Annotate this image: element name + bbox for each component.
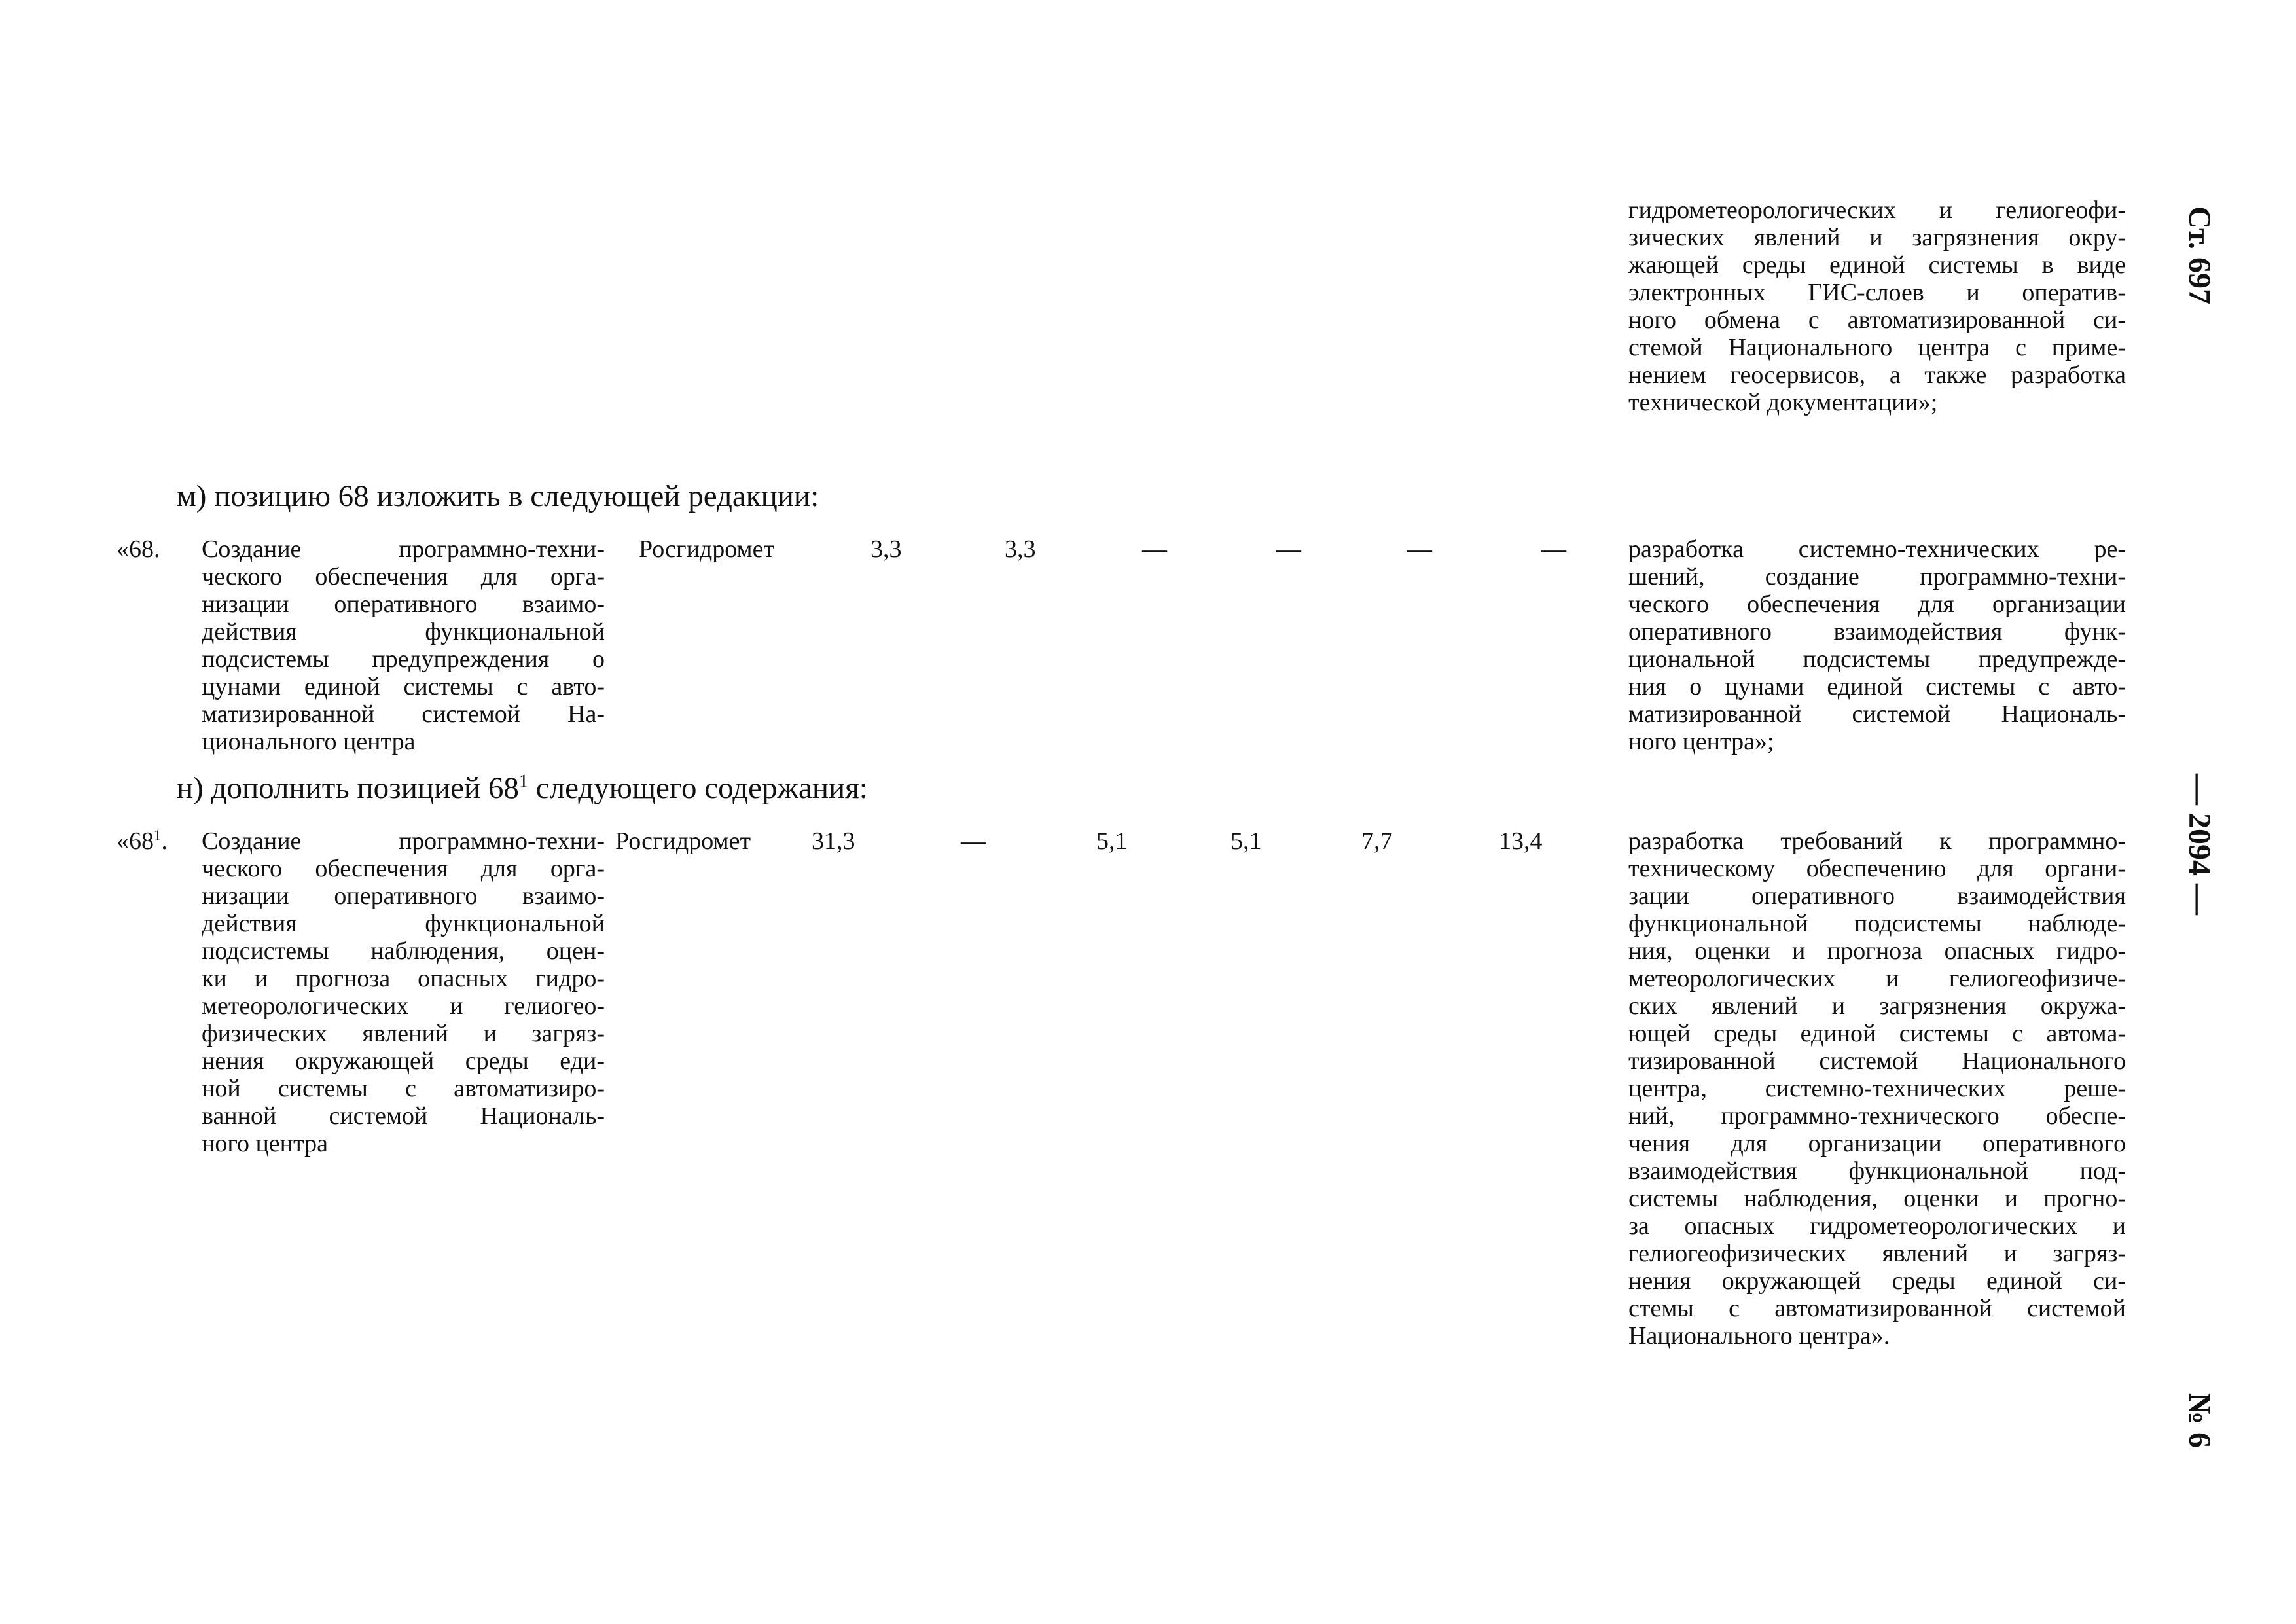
result-line: гелиогеофизических явлений и загряз- — [1628, 1240, 2126, 1267]
result-line: циональной подсистемы предупрежде- — [1628, 645, 2126, 673]
row-68-1-number — [117, 827, 168, 855]
row-68-description — [202, 535, 605, 755]
description-line: ческого обеспечения для орга- — [202, 855, 605, 882]
row-68-1-value-3: 5,1 — [1096, 827, 1128, 855]
section-n-heading-sup: 1 — [518, 771, 529, 792]
description-line: подсистемы наблюдения, оцен- — [202, 937, 605, 965]
row-68-value-6: — — [1541, 535, 1566, 563]
row-68-1-value-6: 13,4 — [1499, 827, 1543, 855]
row-68-number: «68. — [117, 535, 160, 563]
result-line: ного центра»; — [1628, 728, 1774, 755]
section-m-heading: м) позицию 68 изложить в следующей редакции: — [177, 479, 819, 513]
description-line: низации оперативного взаимо- — [202, 882, 605, 910]
carry-line: ного обмена с автоматизированной си- — [1628, 306, 2126, 334]
description-line: физических явлений и загряз- — [202, 1020, 605, 1047]
result-line: тизированной системой Национального — [1628, 1047, 2126, 1075]
result-line: чения для организации оперативного — [1628, 1130, 2126, 1157]
description-line: низации оперативного взаимо- — [202, 590, 605, 618]
row-68-result — [1628, 535, 2126, 755]
carry-line: электронных ГИС-слоев и оператив- — [1628, 279, 2126, 306]
result-line: ческого обеспечения для организации — [1628, 590, 2126, 618]
section-n-heading-text: н) дополнить позицией 68 — [177, 771, 519, 805]
section-n-heading — [177, 770, 868, 806]
result-line: за опасных гидрометеорологических и — [1628, 1212, 2126, 1240]
result-line: зации оперативного взаимодействия — [1628, 882, 2126, 910]
description-line: нения окружающей среды еди- — [202, 1047, 605, 1075]
carry-line: нением геосервисов, а также разработка — [1628, 361, 2126, 389]
description-line: ционального центра — [202, 728, 416, 755]
row-68-1-description — [202, 827, 605, 1157]
result-line: оперативного взаимодействия функ- — [1628, 618, 2126, 645]
result-line: метеорологических и гелиогеофизиче- — [1628, 965, 2126, 992]
description-line: ванной системой Националь- — [202, 1102, 605, 1130]
row-68-1-value-5: 7,7 — [1361, 827, 1393, 855]
result-line: системы наблюдения, оценки и прогно- — [1628, 1185, 2126, 1212]
row-68-1-number-sup: 1 — [154, 827, 162, 844]
carry-line: зических явлений и загрязнения окру- — [1628, 224, 2126, 251]
result-line: разработка требований к программно- — [1628, 827, 2126, 855]
result-line: ния, оценки и прогноза опасных гидро- — [1628, 937, 2126, 965]
page-number: — 2094 — — [2182, 774, 2217, 915]
section-n-heading-rest: следующего содержания: — [528, 771, 868, 805]
description-line: ной системы с автоматизиро- — [202, 1075, 605, 1102]
description-line: ческого обеспечения для орга- — [202, 563, 605, 590]
description-line: ки и прогноза опасных гидро- — [202, 965, 605, 992]
row-68-1-result — [1628, 827, 2126, 1350]
row-68-1-value-2: — — [961, 827, 986, 855]
row-68-executor: Росгидромет — [639, 535, 775, 563]
carry-line: гидрометеорологических и гелиогеофи- — [1628, 196, 2126, 224]
description-line: матизированной системой На- — [202, 700, 605, 728]
row-68-value-total: 3,3 — [870, 535, 902, 563]
result-line: центра, системно-технических реше- — [1628, 1075, 2126, 1102]
result-line: нения окружающей среды единой си- — [1628, 1267, 2126, 1295]
row-68-value-2: 3,3 — [1005, 535, 1036, 563]
row-68-1-value-total: 31,3 — [812, 827, 855, 855]
result-line: ний, программно-технического обеспе- — [1628, 1102, 2126, 1130]
page-reference: Ст. 697 — [2182, 206, 2217, 304]
description-line: метеорологических и гелиогео- — [202, 992, 605, 1020]
row-68-value-3: — — [1142, 535, 1167, 563]
row-68-value-4: — — [1276, 535, 1301, 563]
result-line: взаимодействия функциональной под- — [1628, 1157, 2126, 1185]
carry-line: жающей среды единой системы в виде — [1628, 251, 2126, 279]
carry-line: стемой Национального центра с приме- — [1628, 334, 2126, 361]
row-68-1-number-dot: . — [161, 827, 168, 855]
result-line: функциональной подсистемы наблюде- — [1628, 910, 2126, 937]
result-line: шений, создание программно-техни- — [1628, 563, 2126, 590]
description-line: действия функциональной — [202, 910, 605, 937]
row-68-value-5: — — [1407, 535, 1432, 563]
description-line: ного центра — [202, 1130, 328, 1157]
description-line: подсистемы предупреждения о — [202, 645, 605, 673]
result-line: матизированной системой Националь- — [1628, 700, 2126, 728]
row-68-1-executor: Росгидромет — [615, 827, 751, 855]
carry-over-text — [1628, 196, 2126, 416]
result-line: ющей среды единой системы с автома- — [1628, 1020, 2126, 1047]
description-line: действия функциональной — [202, 618, 605, 645]
result-line: Национального центра». — [1628, 1322, 1890, 1350]
row-68-1-value-4: 5,1 — [1230, 827, 1262, 855]
description-line: цунами единой системы с авто- — [202, 673, 605, 700]
result-line: разработка системно-технических ре- — [1628, 535, 2126, 563]
result-line: ния о цунами единой системы с авто- — [1628, 673, 2126, 700]
issue-number: № 6 — [2182, 1392, 2217, 1449]
result-line: ских явлений и загрязнения окружа- — [1628, 992, 2126, 1020]
row-68-1-number-text: «68 — [117, 827, 154, 855]
result-line: стемы с автоматизированной системой — [1628, 1295, 2126, 1322]
result-line: техническому обеспечению для органи- — [1628, 855, 2126, 882]
carry-line: технической документации»; — [1628, 389, 1938, 416]
description-line: Создание программно-техни- — [202, 827, 605, 855]
description-line: Создание программно-техни- — [202, 535, 605, 563]
